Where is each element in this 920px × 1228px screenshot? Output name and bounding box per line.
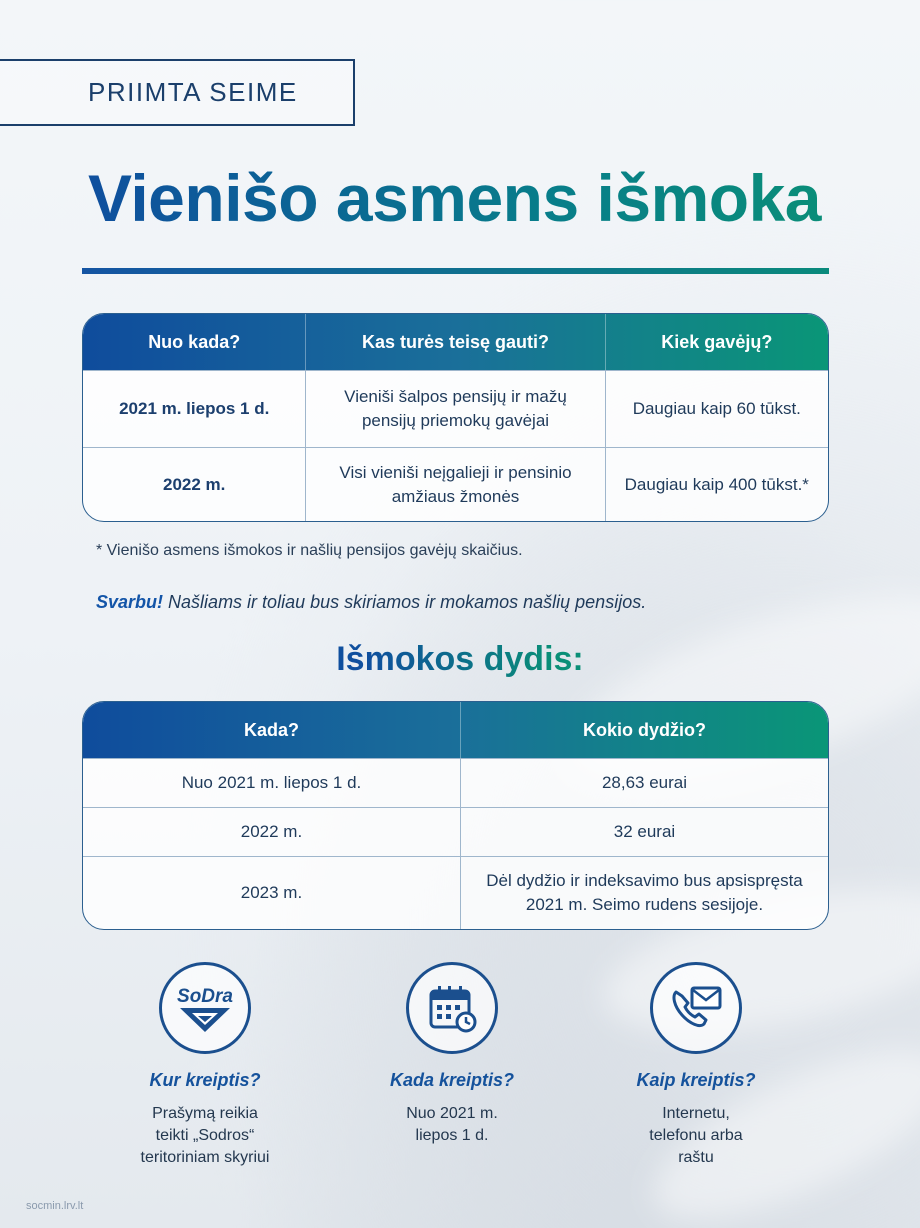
table-cell: 2023 m.	[240, 883, 303, 902]
column-header: Nuo kada?	[148, 331, 241, 352]
amount-table	[82, 701, 829, 930]
table-cell: 2022 m.	[240, 822, 303, 841]
table-header	[83, 314, 828, 370]
important-note	[96, 592, 646, 613]
info-question: Kur kreiptis?	[149, 1070, 261, 1090]
table-row	[83, 807, 828, 856]
eligibility-table	[82, 313, 829, 522]
important-label: Svarbu!	[96, 592, 164, 612]
table-cell: 32 eurai	[460, 808, 828, 856]
table-cell: Vieniši šalpos pensijų ir mažų pensijų priemokų gavėjai	[305, 371, 604, 447]
info-question: Kada kreiptis?	[389, 1070, 515, 1090]
table-cell: Dėl dydžio ir indeksavimo bus apsispręsta 2021 m. Seimo rudens sesijoje.	[460, 857, 828, 929]
info-text: Prašymą reikia teikti „Sodros“ teritoriniam skyriui	[140, 1105, 270, 1166]
section-title: Išmokos dydis:	[0, 640, 920, 679]
table-header	[83, 702, 828, 758]
title-underline	[82, 268, 829, 274]
site-url: socmin.lrv.lt	[26, 1200, 84, 1212]
important-text: Našliams ir toliau bus skiriamos ir mokamos našlių pensijos.	[168, 592, 647, 612]
page-title: Vienišo asmens išmoka	[88, 160, 848, 236]
sodra-logo-icon	[159, 962, 251, 1054]
column-header: Kokio dydžio?	[460, 702, 828, 758]
column-header: Kas turės teisę gauti?	[305, 314, 604, 370]
table-cell: 2021 m. liepos 1 d.	[119, 399, 270, 418]
sodra-logo-text: SoDra	[177, 986, 233, 1007]
footnote: * Vienišo asmens išmokos ir našlių pensijos gavėjų skaičius.	[96, 542, 523, 559]
table-cell: Daugiau kaip 400 tūkst.*	[605, 448, 828, 521]
header-tag: PRIIMTA SEIME	[0, 59, 355, 126]
phone-mail-icon	[650, 962, 742, 1054]
table-cell: Nuo 2021 m. liepos 1 d.	[181, 773, 362, 792]
info-where	[85, 962, 325, 1169]
column-header: Kada?	[243, 719, 299, 740]
table-row	[83, 856, 828, 929]
table-cell: 28,63 eurai	[460, 759, 828, 807]
info-text: Internetu, telefonu arba raštu	[649, 1105, 743, 1166]
info-text: Nuo 2021 m. liepos 1 d.	[406, 1105, 498, 1144]
calendar-icon	[406, 962, 498, 1054]
table-row	[83, 447, 828, 521]
table-row	[83, 758, 828, 807]
info-question: Kaip kreiptis?	[636, 1070, 756, 1090]
table-cell: Visi vieniši neįgalieji ir pensinio amžiaus žmonės	[305, 448, 604, 521]
table-cell: 2022 m.	[163, 474, 226, 494]
table-row	[83, 370, 828, 447]
info-when	[332, 962, 572, 1147]
table-cell: Daugiau kaip 60 tūkst.	[605, 371, 828, 447]
info-how	[576, 962, 816, 1169]
column-header: Kiek gavėjų?	[605, 314, 828, 370]
